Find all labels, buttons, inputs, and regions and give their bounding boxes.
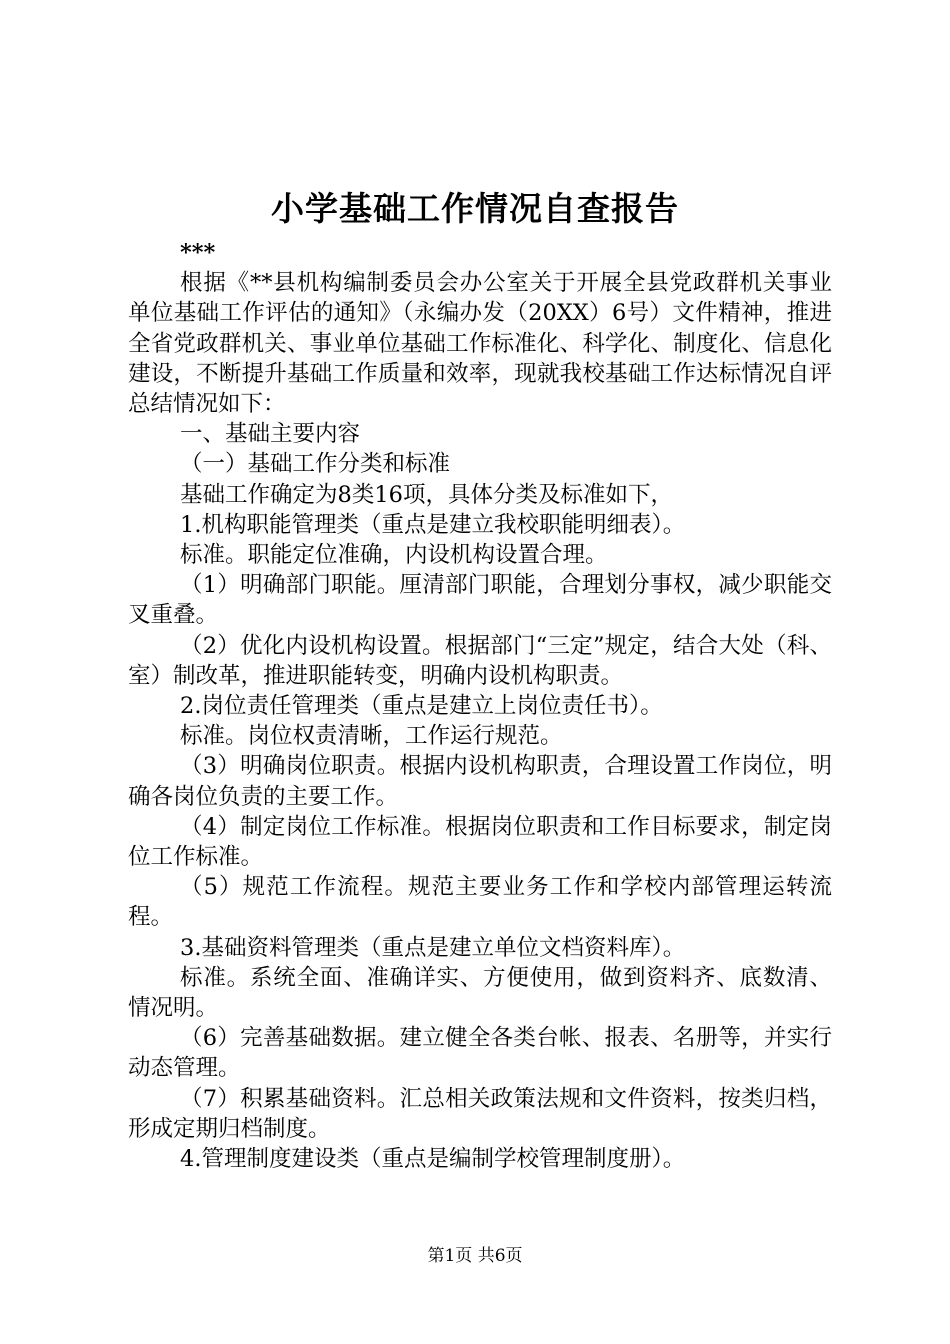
standard-line: 标准。职能定位准确，内设机构设置合理。	[180, 542, 608, 569]
category-heading: 3.基础资料管理类（重点是建立单位文档资料库）。	[180, 934, 686, 961]
document-title: 小学基础工作情况自查报告	[271, 189, 679, 228]
paragraph: 根据《**县机构编制委员会办公室关于开展全县党政群机关事业单位基础工作评估的通知》（永编办发（20XX）6号）文件精神，推进全省党政群机关、事业单位基础工作标准化、科学化、制度化、信息化建设，不断提升基础工作质量和效率，现就我校基础工作达标情况自评总结情况如下：	[128, 270, 832, 418]
category-heading: 2.岗位责任管理类（重点是建立上岗位责任书）。	[180, 693, 663, 720]
category-heading: 4.管理制度建设类（重点是编制学校管理制度册）。	[180, 1146, 686, 1173]
page-number-footer: 第1页 共6页	[427, 1246, 523, 1266]
list-item: （1）明确部门职能。厘清部门职能，合理划分事权，减少职能交叉重叠。	[128, 572, 832, 629]
list-item: （7）积累基础资料。汇总相关政策法规和文件资料，按类归档，形成定期归档制度。	[128, 1085, 832, 1142]
document-body	[128, 238, 832, 1174]
standard-line: 标准。系统全面、准确详实、方便使用，做到资料齐、底数清、情况明。	[128, 964, 832, 1022]
list-item: （3）明确岗位职责。根据内设机构职责，合理设置工作岗位，明确各岗位负责的主要工作。	[128, 753, 832, 810]
category-heading: 1.机构职能管理类（重点是建立我校职能明细表）。	[180, 511, 686, 538]
subsection-heading: （一）基础工作分类和标准	[180, 451, 451, 478]
paragraph: 基础工作确定为8类16项，具体分类及标准如下，	[180, 481, 673, 508]
standard-line: 标准。岗位权责清晰，工作运行规范。	[180, 723, 563, 750]
list-item: （6）完善基础数据。建立健全各类台帐、报表、名册等，并实行动态管理。	[128, 1025, 832, 1082]
list-item: （2）优化内设机构设置。根据部门“三定”规定，结合大处（科、室）制改革，推进职能转变，明确内设机构职责。	[128, 632, 832, 689]
author-line: ***	[180, 240, 216, 266]
list-item: （5）规范工作流程。规范主要业务工作和学校内部管理运转流程。	[128, 874, 832, 931]
section-heading: 一、基础主要内容	[180, 421, 361, 448]
list-item: （4）制定岗位工作标准。根据岗位职责和工作目标要求，制定岗位工作标准。	[128, 813, 832, 871]
